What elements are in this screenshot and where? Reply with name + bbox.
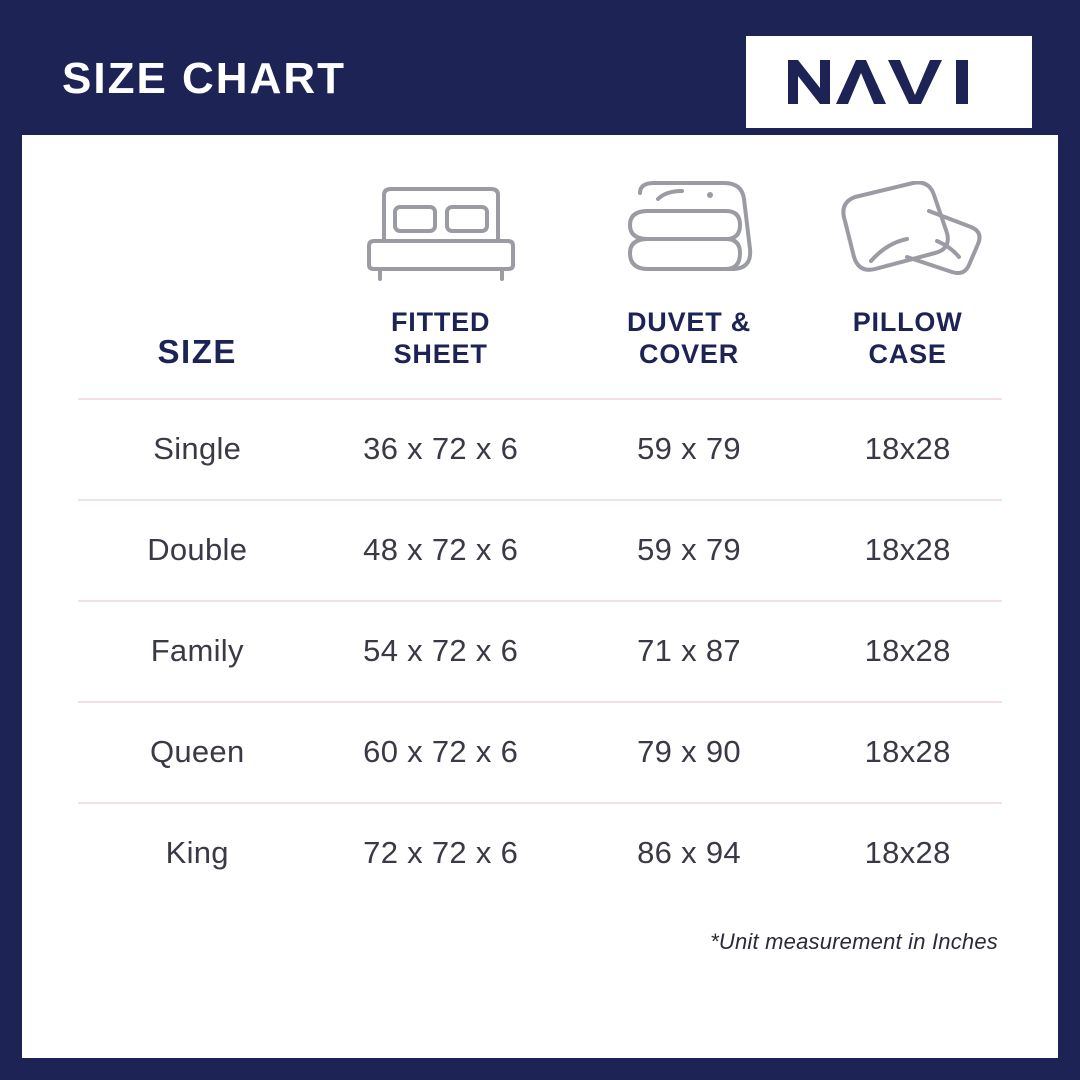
cell-pillow: 18x28 [864, 532, 951, 568]
icon-row [78, 135, 1002, 285]
col-header-duvet-line2: COVER [639, 338, 740, 369]
col-header-fitted-sheet [316, 307, 564, 371]
page-title: SIZE CHART [62, 53, 346, 103]
col-header-fitted-line1: FITTED [391, 307, 491, 337]
cell-pillow: 18x28 [864, 633, 951, 669]
col-header-duvet-cover [565, 307, 813, 371]
col-header-size: SIZE [157, 333, 237, 370]
cell-size: Queen [149, 734, 245, 770]
table-row [78, 802, 1002, 903]
cell-duvet: 59 x 79 [637, 532, 741, 568]
cell-pillow: 18x28 [864, 431, 951, 467]
table-header-row [78, 285, 1002, 398]
footnote: *Unit measurement in Inches [710, 928, 998, 954]
cell-fitted: 72 x 72 x 6 [363, 835, 519, 871]
cell-duvet: 59 x 79 [637, 431, 741, 467]
header-bar [22, 22, 1058, 135]
col-header-duvet-line1: DUVET & [626, 307, 752, 337]
chart-card [16, 16, 1064, 1064]
cell-duvet: 71 x 87 [637, 633, 741, 669]
cell-duvet: 86 x 94 [637, 835, 741, 871]
bed-icon [316, 175, 564, 285]
col-header-fitted-line2: SHEET [393, 338, 488, 369]
table-row [78, 398, 1002, 499]
cell-fitted: 36 x 72 x 6 [363, 431, 519, 467]
cell-pillow: 18x28 [864, 734, 951, 770]
cell-fitted: 48 x 72 x 6 [363, 532, 519, 568]
size-table [22, 135, 1058, 955]
cell-duvet: 79 x 90 [637, 734, 741, 770]
cell-pillow: 18x28 [864, 835, 951, 871]
duvet-icon [565, 175, 813, 285]
table-row [78, 701, 1002, 802]
cell-size: Family [150, 633, 244, 669]
table-row [78, 600, 1002, 701]
cell-size: Double [147, 532, 248, 568]
table-row [78, 499, 1002, 600]
col-header-pillow-line2: CASE [868, 338, 947, 369]
pillow-icon [813, 175, 1002, 285]
cell-fitted: 54 x 72 x 6 [363, 633, 519, 669]
navi-logo-icon [784, 54, 994, 110]
col-header-pillow-case [813, 307, 1002, 371]
cell-fitted: 60 x 72 x 6 [363, 734, 519, 770]
cell-size: King [165, 835, 229, 871]
cell-size: Single [153, 431, 242, 467]
brand-logo [746, 36, 1032, 128]
col-header-pillow-line1: PILLOW [852, 307, 963, 337]
